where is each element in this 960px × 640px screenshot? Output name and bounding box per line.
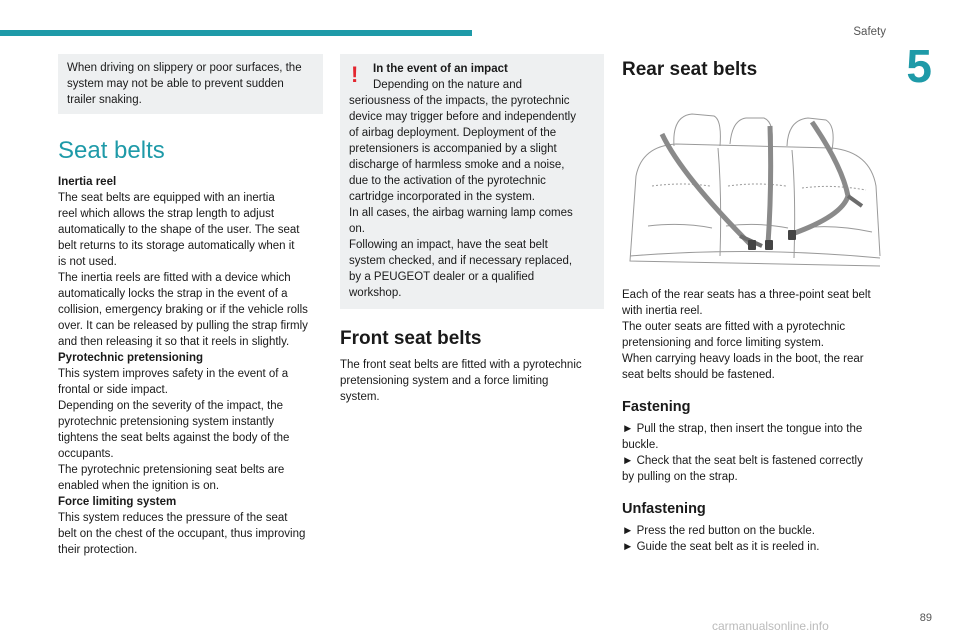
text-line: belt returns to its storage automatically when it <box>58 240 295 252</box>
text-line: system. <box>340 391 380 403</box>
text-line: is not used. <box>58 256 117 268</box>
force-limiting-text <box>58 510 323 558</box>
text-line: seat belts should be fastened. <box>622 369 775 381</box>
warning-title: In the event of an impact <box>373 63 508 75</box>
section-title: Safety <box>853 26 886 38</box>
text-line: pyrotechnic pretensioning system instantly <box>58 416 275 428</box>
watermark: carmanualsonline.info <box>712 619 829 633</box>
text-line: This system improves safety in the event of a <box>58 368 289 380</box>
fastening-heading: Fastening <box>622 399 691 415</box>
text-line: by pulling on the strap. <box>622 471 738 483</box>
front-seat-belts-heading: Front seat belts <box>340 328 482 349</box>
text-line: ► Pull the strap, then insert the tongue into the <box>622 423 863 435</box>
info-note-box <box>58 54 323 114</box>
text-line: cartridge incorporated in the system. <box>349 191 536 203</box>
text-line: occupants. <box>58 448 114 460</box>
text-line: ► Guide the seat belt as it is reeled in. <box>622 541 820 553</box>
pyrotechnic-title: Pyrotechnic pretensioning <box>58 352 204 364</box>
text-line: and then releasing it so that it reels in slightly. <box>58 336 290 348</box>
text-line: belt on the chest of the occupant, thus improving <box>58 528 306 540</box>
seat-belts-heading: Seat belts <box>58 137 165 164</box>
text-line: The pyrotechnic pretensioning seat belts are <box>58 464 285 476</box>
text-line: due to the activation of the pyrotechnic <box>349 175 546 187</box>
force-limiting-title: Force limiting system <box>58 496 177 508</box>
text-line: by a PEUGEOT dealer or a qualified <box>349 271 535 283</box>
unfastening-heading: Unfastening <box>622 501 706 517</box>
info-note-text: When driving on slippery or poor surfaces, the system may not be able to prevent sudden trailer snaking. <box>67 62 302 106</box>
text-line: automatically to the shape of the user. The seat <box>58 224 300 236</box>
text-line: device may trigger before and independently <box>349 111 576 123</box>
text-line: The inertia reels are fitted with a device which <box>58 272 291 284</box>
text-line: on. <box>349 223 365 235</box>
inertia-reel-title: Inertia reel <box>58 176 117 188</box>
text-line: over. It can be released by pulling the strap firmly <box>58 320 308 332</box>
text-line: automatically locks the strap in the event of a <box>58 288 288 300</box>
chapter-number: 5 <box>906 40 932 92</box>
exclamation-warning-icon: ! <box>351 62 359 87</box>
unfastening-text <box>622 523 884 555</box>
text-line: with inertia reel. <box>622 305 703 317</box>
text-line: buckle. <box>622 439 659 451</box>
text-line: tightens the seat belts against the body of the <box>58 432 290 444</box>
text-line: reel which allows the strap length to adjust <box>58 208 275 220</box>
front-seat-belts-text <box>340 357 604 405</box>
text-line: ► Check that the seat belt is fastened correctly <box>622 455 863 467</box>
text-line: collision, emergency braking or if the vehicle rolls <box>58 304 308 316</box>
text-line: In all cases, the airbag warning lamp comes <box>349 207 573 219</box>
column-left <box>58 54 323 558</box>
text-line: Depending on the nature and <box>373 79 522 91</box>
text-line: pretensioning system and a force limiting <box>340 375 549 387</box>
column-middle <box>340 54 604 405</box>
rear-seat-belts-heading: Rear seat belts <box>622 59 758 80</box>
text-line: pretensioners is accompanied by a slight <box>349 143 557 155</box>
text-line: ► Press the red button on the buckle. <box>622 525 815 537</box>
warning-box <box>340 54 604 309</box>
header-accent-bar <box>0 30 472 36</box>
column-right <box>622 54 884 555</box>
inertia-reel-text <box>58 190 323 350</box>
rear-seat-illustration <box>622 106 884 276</box>
rear-seat-belts-text <box>622 287 884 383</box>
text-line: Following an impact, have the seat belt <box>349 239 548 251</box>
text-line: Depending on the severity of the impact, the <box>58 400 284 412</box>
text-line: When carrying heavy loads in the boot, the rear <box>622 353 864 365</box>
text-line: seriousness of the impacts, the pyrotechnic <box>349 95 570 107</box>
pyrotechnic-text <box>58 366 323 494</box>
text-line: Each of the rear seats has a three-point seat belt <box>622 289 871 301</box>
text-line: pretensioning and force limiting system. <box>622 337 824 349</box>
text-line: The front seat belts are fitted with a pyrotechnic <box>340 359 582 371</box>
text-line: The seat belts are equipped with an inertia <box>58 192 275 204</box>
text-line: frontal or side impact. <box>58 384 168 396</box>
text-line: their protection. <box>58 544 138 556</box>
text-line: The outer seats are fitted with a pyrotechnic <box>622 321 846 333</box>
fastening-text <box>622 421 884 485</box>
text-line: enabled when the ignition is on. <box>58 480 220 492</box>
text-line: system checked, and if necessary replaced, <box>349 255 573 267</box>
text-line: discharge of harmless smoke and a noise, <box>349 159 565 171</box>
page-number: 89 <box>919 612 932 624</box>
text-line: workshop. <box>349 287 402 299</box>
text-line: This system reduces the pressure of the seat <box>58 512 288 524</box>
text-line: of airbag deployment. Deployment of the <box>349 127 557 139</box>
